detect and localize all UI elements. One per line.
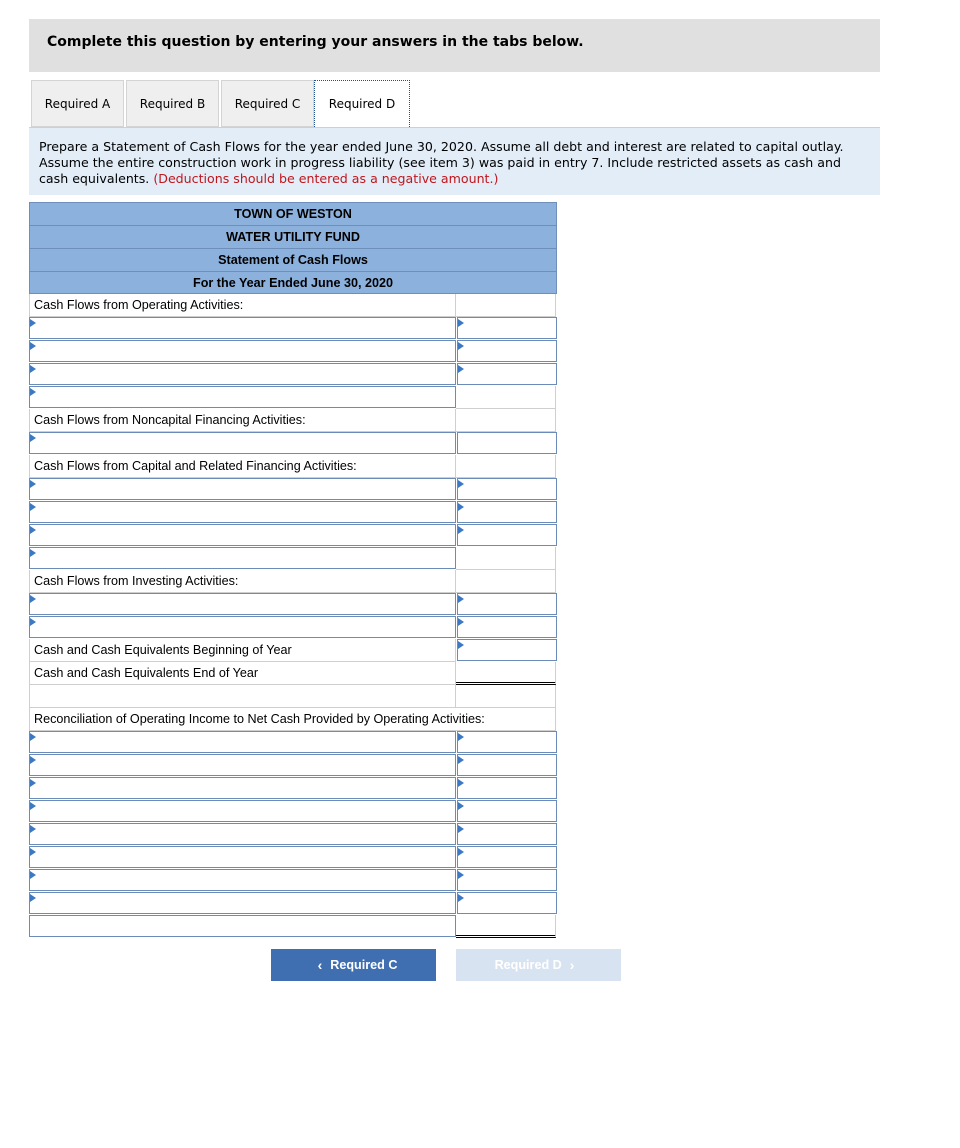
- banner-text: Complete this question by entering your answers in the tabs below.: [47, 34, 584, 50]
- dropdown-flag-icon: [458, 848, 464, 856]
- dropdown-flag-icon: [458, 526, 464, 534]
- dropdown-flag-icon: [30, 480, 36, 488]
- table-row: [29, 754, 557, 777]
- dropdown-flag-icon: [30, 319, 36, 327]
- spacer-row: [29, 685, 557, 708]
- end-cash-label: Cash and Cash Equivalents End of Year: [29, 662, 456, 685]
- next-button-label: Required D: [494, 958, 562, 972]
- amount-cell: [456, 455, 556, 478]
- reconciliation-amount-4-input[interactable]: [457, 800, 557, 822]
- dropdown-flag-icon: [30, 342, 36, 350]
- section-row-operating: [29, 294, 557, 317]
- table-row: [29, 800, 557, 823]
- capital-label: Cash Flows from Capital and Related Financing Activities:: [29, 455, 456, 478]
- dropdown-flag-icon: [458, 641, 464, 649]
- dropdown-flag-icon: [30, 595, 36, 603]
- reconciliation-total-cell: [456, 915, 556, 938]
- tab-required-d[interactable]: Required D: [314, 80, 410, 127]
- reconciliation-line-4-input[interactable]: [29, 800, 456, 822]
- dropdown-flag-icon: [458, 825, 464, 833]
- operating-line-3-input[interactable]: [29, 363, 456, 385]
- amount-cell: [456, 570, 556, 593]
- dropdown-flag-icon: [30, 825, 36, 833]
- operating-line-1-input[interactable]: [29, 317, 456, 339]
- reconciliation-line-3-input[interactable]: [29, 777, 456, 799]
- operating-amount-1-input[interactable]: [457, 317, 557, 339]
- dropdown-flag-icon: [458, 480, 464, 488]
- next-required-d-button[interactable]: [456, 949, 621, 981]
- instructions-note: (Deductions should be entered as a negative amount.): [153, 171, 499, 186]
- statement-period: For the Year Ended June 30, 2020: [29, 271, 557, 294]
- instructions-panel: [29, 128, 880, 195]
- dropdown-flag-icon: [30, 549, 36, 557]
- table-row: [29, 616, 557, 639]
- chevron-left-icon: ‹: [317, 957, 323, 973]
- chevron-right-icon: ›: [569, 957, 575, 973]
- instruction-banner: [29, 19, 880, 72]
- amount-cell: [456, 409, 556, 432]
- statement-name: Statement of Cash Flows: [29, 248, 557, 271]
- dropdown-flag-icon: [458, 871, 464, 879]
- capital-amount-3-input[interactable]: [457, 524, 557, 546]
- dropdown-flag-icon: [458, 894, 464, 902]
- reconciliation-total-label-input[interactable]: [29, 915, 456, 937]
- end-cash-row: [29, 662, 557, 685]
- dropdown-flag-icon: [458, 319, 464, 327]
- empty-cell: [456, 685, 556, 708]
- previous-required-c-button[interactable]: [271, 949, 436, 981]
- investing-amount-2-input[interactable]: [457, 616, 557, 638]
- dropdown-flag-icon: [30, 503, 36, 511]
- table-row: [29, 340, 557, 363]
- dropdown-flag-icon: [458, 733, 464, 741]
- reconciliation-amount-8-input[interactable]: [457, 892, 557, 914]
- dropdown-flag-icon: [30, 526, 36, 534]
- dropdown-flag-icon: [458, 595, 464, 603]
- operating-total-cell: [456, 386, 556, 409]
- operating-total-label-input[interactable]: [29, 386, 456, 408]
- operating-amount-2-input[interactable]: [457, 340, 557, 362]
- tab-required-b[interactable]: Required B: [126, 80, 219, 127]
- dropdown-flag-icon: [30, 871, 36, 879]
- reconciliation-amount-5-input[interactable]: [457, 823, 557, 845]
- dropdown-flag-icon: [30, 779, 36, 787]
- capital-amount-2-input[interactable]: [457, 501, 557, 523]
- amount-cell: [456, 294, 556, 317]
- table-row: [29, 892, 557, 915]
- table-row: [29, 731, 557, 754]
- reconciliation-label: Reconciliation of Operating Income to Net Cash Provided by Operating Activities:: [29, 708, 556, 731]
- dropdown-flag-icon: [30, 756, 36, 764]
- reconciliation-line-7-input[interactable]: [29, 869, 456, 891]
- operating-label: Cash Flows from Operating Activities:: [29, 294, 456, 317]
- capital-line-2-input[interactable]: [29, 501, 456, 523]
- reconciliation-amount-1-input[interactable]: [457, 731, 557, 753]
- dropdown-flag-icon: [458, 779, 464, 787]
- table-row: [29, 501, 557, 524]
- investing-amount-1-input[interactable]: [457, 593, 557, 615]
- investing-line-1-input[interactable]: [29, 593, 456, 615]
- capital-total-cell: [456, 547, 556, 570]
- operating-amount-3-input[interactable]: [457, 363, 557, 385]
- table-row: [29, 593, 557, 616]
- dropdown-flag-icon: [30, 733, 36, 741]
- statement-entity: TOWN OF WESTON: [29, 202, 557, 225]
- dropdown-flag-icon: [30, 434, 36, 442]
- noncapital-label: Cash Flows from Noncapital Financing Activities:: [29, 409, 456, 432]
- noncapital-line-1-input[interactable]: [29, 432, 456, 454]
- table-row: [29, 386, 557, 409]
- tab-required-a[interactable]: Required A: [31, 80, 124, 127]
- table-row: [29, 432, 557, 455]
- table-row: [29, 777, 557, 800]
- end-cash-total-cell: [456, 662, 556, 685]
- tab-required-c[interactable]: Required C: [221, 80, 314, 127]
- table-row: [29, 915, 557, 938]
- table-row: [29, 317, 557, 340]
- reconciliation-amount-2-input[interactable]: [457, 754, 557, 776]
- dropdown-flag-icon: [458, 342, 464, 350]
- reconciliation-amount-7-input[interactable]: [457, 869, 557, 891]
- dropdown-flag-icon: [30, 802, 36, 810]
- section-row-investing: [29, 570, 557, 593]
- investing-label: Cash Flows from Investing Activities:: [29, 570, 456, 593]
- reconciliation-line-8-input[interactable]: [29, 892, 456, 914]
- section-row-capital: [29, 455, 557, 478]
- noncapital-amount-1-input[interactable]: [457, 432, 557, 454]
- reconciliation-amount-3-input[interactable]: [457, 777, 557, 799]
- dropdown-flag-icon: [30, 618, 36, 626]
- reconciliation-line-1-input[interactable]: [29, 731, 456, 753]
- table-row: [29, 478, 557, 501]
- empty-cell: [29, 685, 456, 708]
- capital-line-1-input[interactable]: [29, 478, 456, 500]
- dropdown-flag-icon: [30, 388, 36, 396]
- beginning-cash-input[interactable]: [457, 639, 557, 661]
- instructions-text: Prepare a Statement of Cash Flows for the year ended June 30, 2020. Assume all debt and interest are related to capital outlay. Assume the entire construction work in progress liability (see item 3) was paid in entry 7. Include restricted assets as cash and cash equivalents.: [39, 139, 844, 186]
- reconciliation-line-5-input[interactable]: [29, 823, 456, 845]
- dropdown-flag-icon: [458, 802, 464, 810]
- dropdown-flag-icon: [30, 365, 36, 373]
- operating-line-2-input[interactable]: [29, 340, 456, 362]
- capital-amount-1-input[interactable]: [457, 478, 557, 500]
- capital-line-3-input[interactable]: [29, 524, 456, 546]
- table-row: [29, 869, 557, 892]
- dropdown-flag-icon: [458, 618, 464, 626]
- dropdown-flag-icon: [458, 503, 464, 511]
- capital-total-label-input[interactable]: [29, 547, 456, 569]
- reconciliation-line-2-input[interactable]: [29, 754, 456, 776]
- statement-fund: WATER UTILITY FUND: [29, 225, 557, 248]
- section-row-noncapital: [29, 409, 557, 432]
- reconciliation-amount-6-input[interactable]: [457, 846, 557, 868]
- table-row: [29, 846, 557, 869]
- table-row: [29, 524, 557, 547]
- table-row: [29, 363, 557, 386]
- reconciliation-line-6-input[interactable]: [29, 846, 456, 868]
- dropdown-flag-icon: [458, 365, 464, 373]
- table-row: [29, 547, 557, 570]
- dropdown-flag-icon: [30, 848, 36, 856]
- beginning-cash-row: [29, 639, 557, 662]
- cash-flow-worksheet: [29, 202, 557, 938]
- section-row-reconciliation: [29, 708, 557, 731]
- beginning-cash-label: Cash and Cash Equivalents Beginning of Year: [29, 639, 456, 662]
- investing-line-2-input[interactable]: [29, 616, 456, 638]
- dropdown-flag-icon: [458, 756, 464, 764]
- dropdown-flag-icon: [30, 894, 36, 902]
- prev-button-label: Required C: [330, 958, 398, 972]
- table-row: [29, 823, 557, 846]
